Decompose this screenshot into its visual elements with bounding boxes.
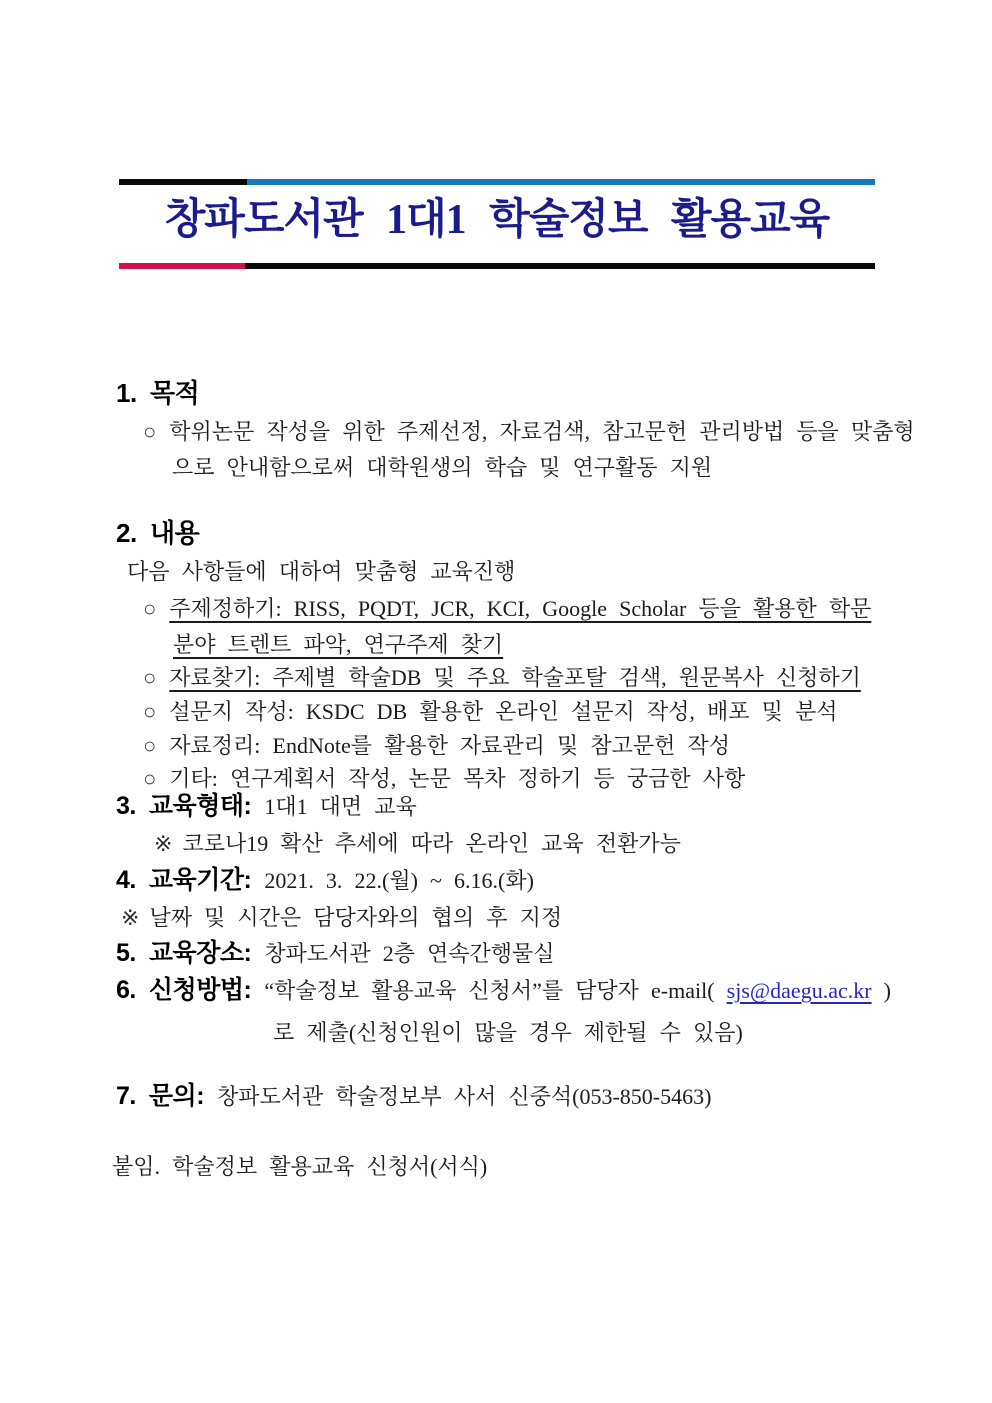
section-place-label: 5. 교육장소: <box>116 939 252 967</box>
section-period <box>116 865 534 896</box>
section-place <box>116 938 555 969</box>
section-contents-title: 2. 내용 <box>116 518 200 548</box>
period-note <box>121 903 562 933</box>
top-rule-blue-segment <box>247 179 875 185</box>
contents-item-etc <box>143 764 745 794</box>
contents-item-topic-text2: 분야 트렌트 파악, 연구주제 찾기 <box>173 632 504 657</box>
contents-intro: 다음 사항들에 대하여 맞춤형 교육진행 <box>127 559 516 584</box>
apply-line2: 로 제출(신청인원이 많을 경우 제한될 수 있음) <box>273 1020 743 1045</box>
document-title: 창파도서관 1대1 학술정보 활용교육 <box>164 197 830 243</box>
purpose-text-line1: 학위논문 작성을 위한 주제선정, 자료검색, 참고문헌 관리방법 등을 맞춤형 <box>169 419 915 444</box>
circle-bullet-icon: ○ <box>143 596 157 621</box>
circle-bullet-icon: ○ <box>143 766 157 791</box>
section-format <box>116 791 417 822</box>
contents-item-etc-text: 기타: 연구계획서 작성, 논문 목차 정하기 등 궁금한 사항 <box>169 766 746 791</box>
apply-value-after: ) <box>883 978 891 1003</box>
reference-mark-icon: ※ <box>121 905 140 930</box>
attachment-note: 붙임. 학술정보 활용교육 신청서(서식) <box>112 1154 488 1179</box>
reference-mark-icon: ※ <box>154 831 173 856</box>
contents-item-survey <box>143 697 837 727</box>
title-top-rule <box>119 179 875 185</box>
section-apply <box>116 975 891 1006</box>
section-format-value: 1대1 대면 교육 <box>264 794 417 819</box>
contents-item-survey-text: 설문지 작성: KSDC DB 활용한 온라인 설문지 작성, 배포 및 분석 <box>169 699 838 724</box>
section-apply-label: 6. 신청방법: <box>116 976 252 1004</box>
circle-bullet-icon: ○ <box>143 733 157 758</box>
bottom-rule-crimson-segment <box>119 263 245 269</box>
contents-item-topic <box>143 594 871 624</box>
circle-bullet-icon: ○ <box>143 665 157 690</box>
contents-item-topic-line2 <box>173 630 503 660</box>
contents-item-topic-text: 주제정하기: RISS, PQDT, JCR, KCI, Google Scholar 등을 활용한 학문 <box>169 596 872 621</box>
section-purpose-heading <box>116 378 199 410</box>
section-inquiry-label: 7. 문의: <box>116 1082 205 1110</box>
apply-value-before: “학술정보 활용교육 신청서”를 담당자 e-mail( <box>264 978 715 1003</box>
format-note-text: 코로나19 확산 추세에 따라 온라인 교육 전환가능 <box>182 831 681 856</box>
bottom-rule-black-segment <box>245 263 875 269</box>
email-link[interactable]: sjs@daegu.ac.kr <box>726 978 872 1003</box>
section-inquiry <box>116 1081 711 1112</box>
purpose-text-line2: 으로 안내함으로써 대학원생의 학습 및 연구활동 지원 <box>172 455 713 480</box>
section-format-label: 3. 교육형태: <box>116 792 252 820</box>
format-note <box>154 829 681 859</box>
purpose-bullet-line <box>143 417 915 447</box>
circle-bullet-icon: ○ <box>143 699 157 724</box>
section-contents-heading <box>116 518 199 550</box>
section-purpose-title: 1. 목적 <box>116 378 200 408</box>
top-rule-black-segment <box>119 179 247 185</box>
contents-item-search-text: 자료찾기: 주제별 학술DB 및 주요 학술포탈 검색, 원문복사 신청하기 <box>169 665 861 690</box>
circle-bullet-icon: ○ <box>143 419 157 444</box>
section-inquiry-value: 창파도서관 학술정보부 사서 신중석(053-850-5463) <box>217 1084 712 1109</box>
contents-item-endnote-text: 자료정리: EndNote를 활용한 자료관리 및 참고문헌 작성 <box>169 733 731 758</box>
period-note-text: 날짜 및 시간은 담당자와의 협의 후 지정 <box>149 905 563 930</box>
section-period-label: 4. 교육기간: <box>116 866 252 894</box>
section-period-value: 2021. 3. 22.(월) ~ 6.16.(화) <box>264 868 534 893</box>
title-bottom-rule <box>119 263 875 269</box>
contents-item-endnote <box>143 731 730 761</box>
section-place-value: 창파도서관 2층 연속간행물실 <box>264 941 555 966</box>
contents-item-search <box>143 663 861 693</box>
